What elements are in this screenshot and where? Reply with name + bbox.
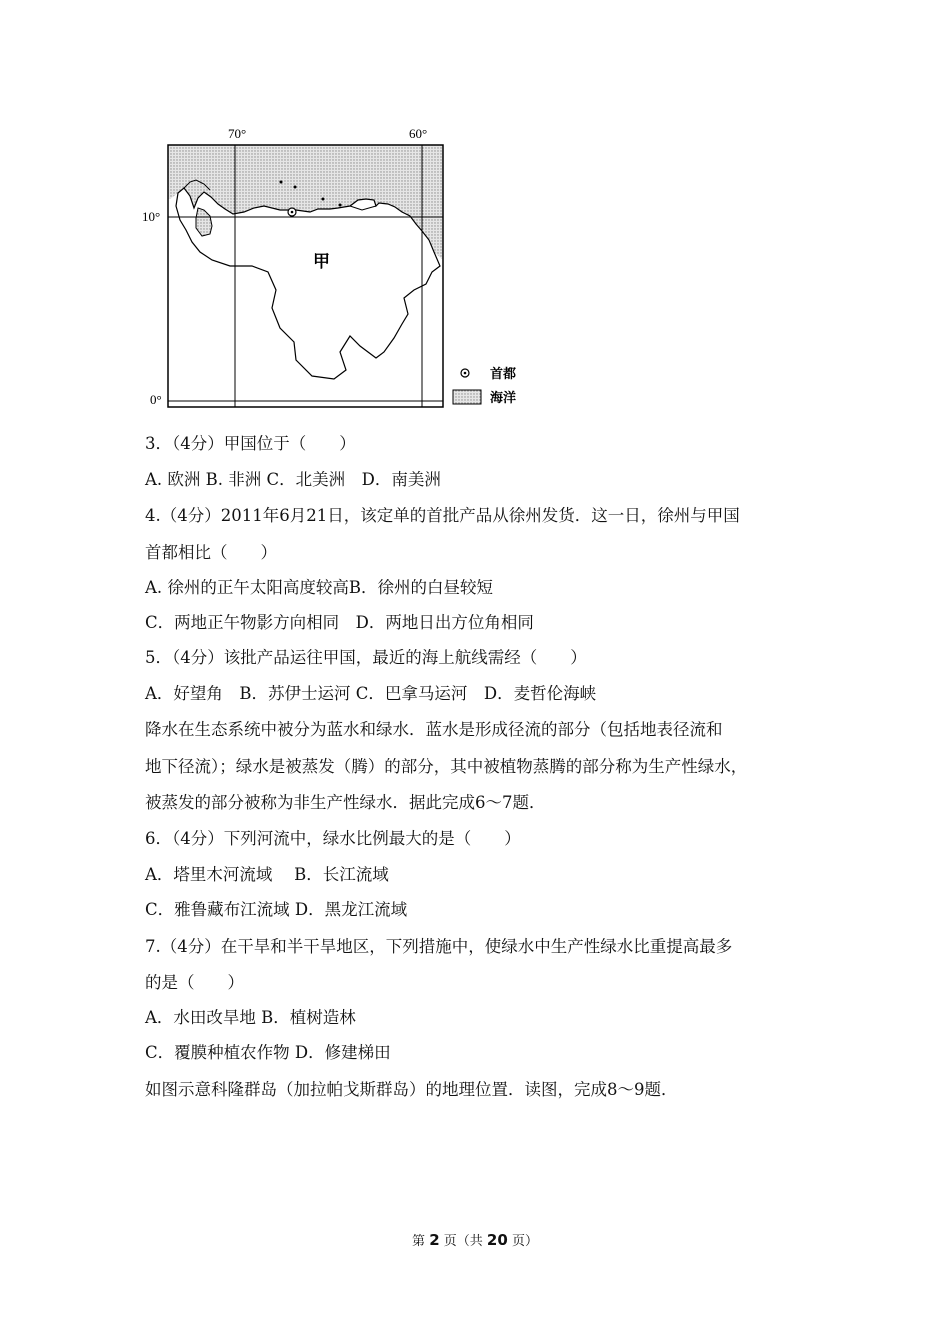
footer-prefix: 第	[412, 1234, 426, 1249]
question-4-options-ab: A. 徐州的正午太阳高度较高B．徐州的白昼较短	[145, 578, 494, 597]
page-footer	[0, 1230, 950, 1249]
ocean-area	[168, 145, 443, 260]
question-7-options-ab: A．水田改旱地 B．植树造林	[145, 1008, 356, 1027]
question-7-cont: 的是（ ）	[145, 973, 244, 992]
question-5-options: A．好望角 B．苏伊士运河 C．巴拿马运河 D．麦哲伦海峡	[145, 684, 597, 703]
island	[322, 198, 325, 201]
legend-capital-icon-dot	[464, 372, 467, 375]
lat-label-0: 0°	[150, 392, 162, 407]
country-label: 甲	[313, 252, 330, 272]
legend-ocean-label: 海洋	[490, 391, 517, 406]
island	[294, 186, 297, 189]
question-3: 3．（4分）甲国位于（ ）	[145, 434, 356, 453]
question-6-options-ab: A．塔里木河流域 B．长江流域	[145, 865, 389, 884]
legend-capital-label: 首都	[490, 367, 517, 382]
footer-page-number: 2	[429, 1231, 440, 1249]
venezuela-map	[140, 120, 540, 415]
question-7: 7.（4分）在干旱和半干旱地区，下列措施中，使绿水中生产性绿水比重提高最多	[145, 937, 733, 956]
legend-ocean-swatch	[453, 390, 481, 404]
question-5: 5．（4分）该批产品运往甲国，最近的海上航线需经（ ）	[145, 648, 587, 667]
question-4-options-cd: C．两地正午物影方向相同 D．两地日出方位角相同	[145, 613, 534, 632]
passage-line-3: 被蒸发的部分被称为非生产性绿水．据此完成6～7题．	[145, 793, 546, 812]
lake-maracaibo	[196, 208, 212, 236]
island	[280, 181, 283, 184]
footer-middle: 页（共	[443, 1234, 483, 1249]
lon-label-60: 60°	[409, 126, 428, 141]
question-6: 6．（4分）下列河流中，绿水比例最大的是（ ）	[145, 829, 521, 848]
lon-label-70: 70°	[228, 126, 247, 141]
island	[339, 204, 342, 207]
question-3-options: A. 欧洲 B. 非洲 C．北美洲 D．南美洲	[145, 470, 441, 489]
capital-marker-dot	[291, 211, 294, 214]
passage-8-9-intro: 如图示意科隆群岛（加拉帕戈斯群岛）的地理位置．读图，完成8～9题．	[145, 1080, 678, 1099]
footer-total-pages: 20	[486, 1231, 508, 1249]
question-7-options-cd: C．覆膜种植农作物 D．修建梯田	[145, 1043, 391, 1062]
passage-line-2: 地下径流）；绿水是被蒸发（腾）的部分，其中被植物蒸腾的部分称为生产性绿水，	[145, 757, 748, 776]
footer-suffix: 页）	[511, 1234, 538, 1249]
question-6-options-cd: C．雅鲁藏布江流域 D．黑龙江流域	[145, 900, 408, 919]
passage-line-1: 降水在生态系统中被分为蓝水和绿水．蓝水是形成径流的部分（包括地表径流和	[145, 720, 723, 739]
question-4: 4.（4分）2011年6月21日，该定单的首批产品从徐州发货．这一日，徐州与甲国	[145, 506, 740, 525]
lat-label-10: 10°	[142, 209, 161, 224]
question-4-cont: 首都相比（ ）	[145, 543, 277, 562]
